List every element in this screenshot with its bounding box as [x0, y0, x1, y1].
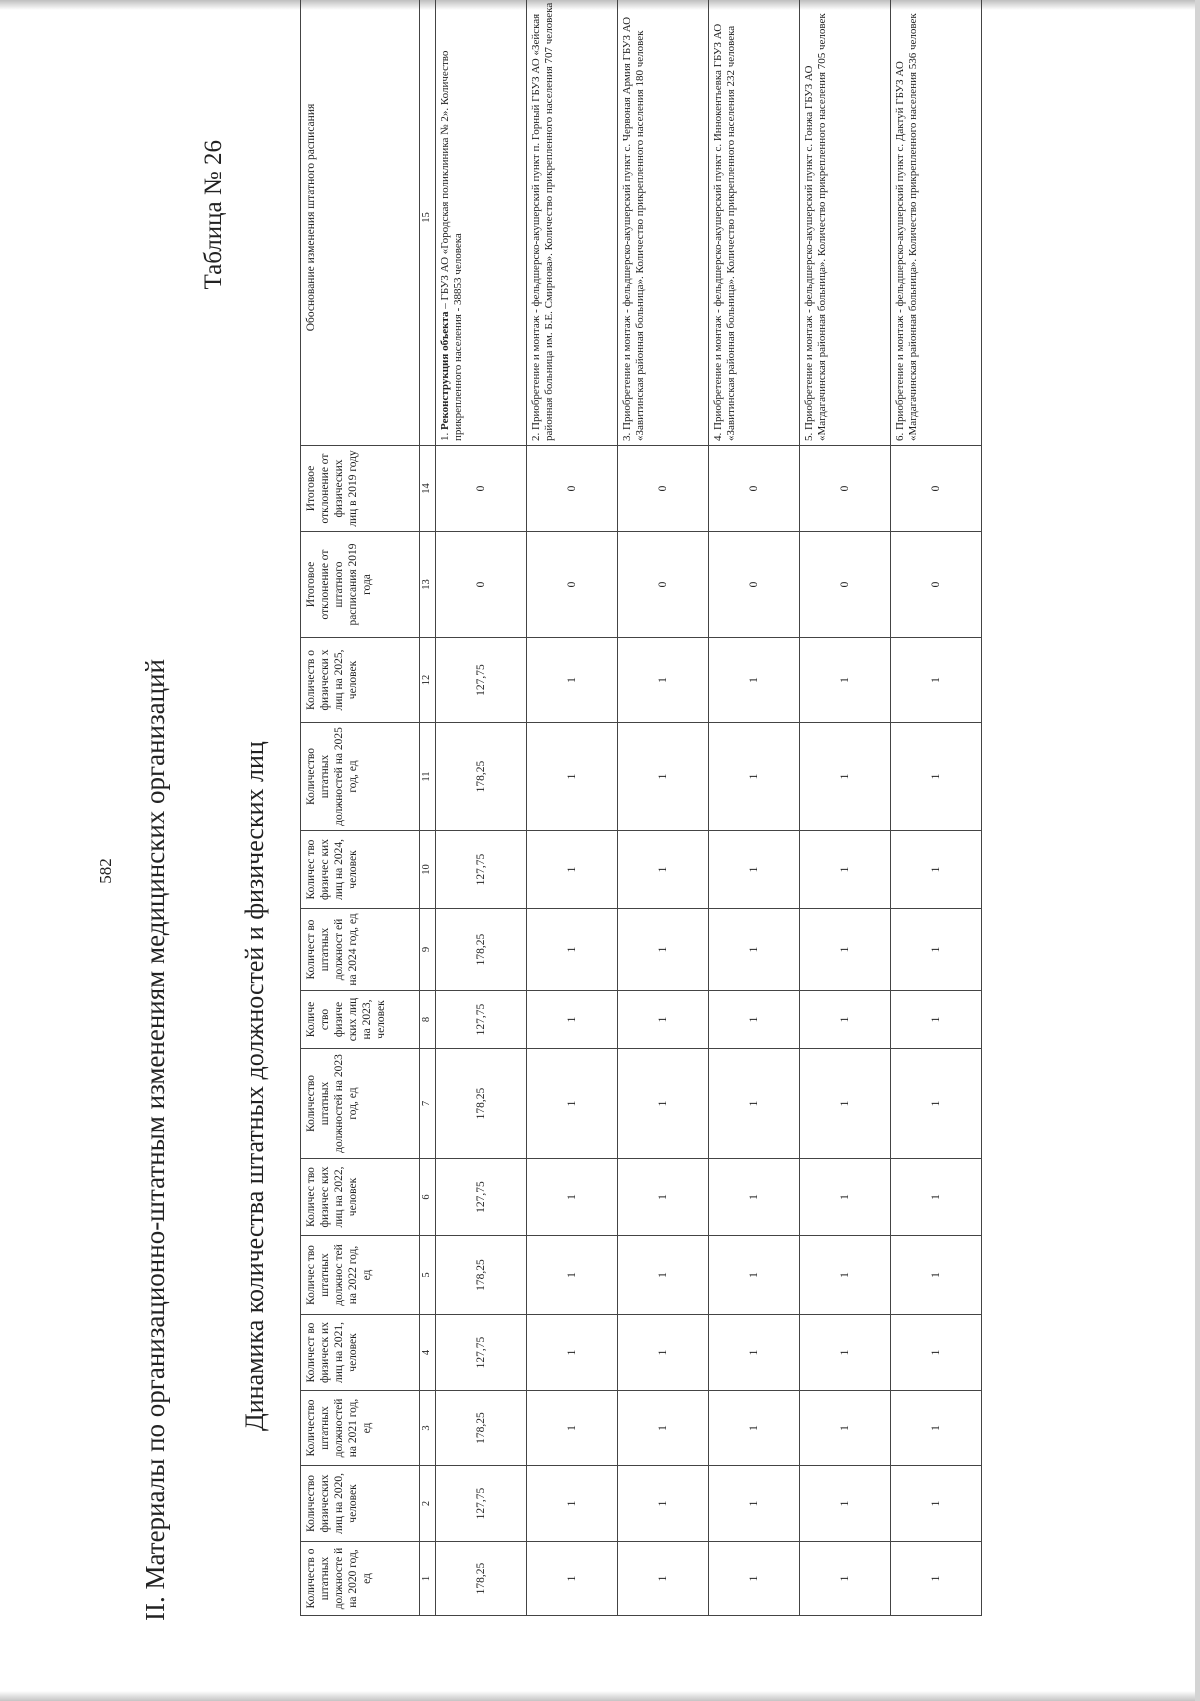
table-cell: 1 [708, 1049, 799, 1159]
column-number: 9 [420, 909, 436, 991]
table-cell: 1 [708, 1391, 799, 1466]
header-cell: Итоговое отклонение от штатного расписания 2019 года [301, 532, 420, 638]
column-number: 13 [420, 532, 436, 638]
table-cell: 1 [799, 909, 890, 991]
table-cell: 1 [890, 1315, 981, 1391]
table-cell: 1 [890, 638, 981, 723]
table-cell: 1 [526, 1049, 617, 1159]
header-cell: Количест во физическ их лиц на 2021, человек [301, 1315, 420, 1391]
column-number: 8 [420, 991, 436, 1049]
header-cell: Обоснование изменения штатного расписания [301, 0, 420, 446]
table-cell: 178,25 [435, 1236, 526, 1315]
table-cell: 1 [526, 1159, 617, 1236]
column-number: 3 [420, 1391, 436, 1466]
table-cell: 0 [799, 446, 890, 532]
section-heading: II. Материалы по организационно-штатным изменениям медицинских организаций [140, 658, 170, 1621]
table-cell: 0 [708, 446, 799, 532]
table-row [890, 0, 981, 1616]
table-cell: 1 [708, 638, 799, 723]
table-cell: 1 [526, 1542, 617, 1616]
column-number: 14 [420, 446, 436, 532]
table-title: Динамика количества штатных должностей и физических лиц [240, 741, 269, 1431]
table-cell: 0 [617, 532, 708, 638]
table-cell: 1 [799, 1236, 890, 1315]
table-cell: 1 [890, 1391, 981, 1466]
header-cell: Количество штатных должностей на 2025 год, ед [301, 723, 420, 831]
table-cell: 1 [617, 1542, 708, 1616]
table-cell: 1 [799, 1466, 890, 1542]
table-cell: 1 [890, 991, 981, 1049]
table-cell: 127,75 [435, 1466, 526, 1542]
basis-cell [890, 0, 981, 446]
table-cell: 0 [526, 446, 617, 532]
table-cell: 127,75 [435, 831, 526, 909]
basis-cell [435, 0, 526, 446]
table-row [799, 0, 890, 1616]
table-cell: 1 [526, 1236, 617, 1315]
header-cell: Количес тво физичес ких лиц на 2022, человек [301, 1159, 420, 1236]
table-cell: 178,25 [435, 909, 526, 991]
basis-rest-text: 4. Приобретение и монтаж - фельдшерско-акушерский пункт с. Иннокентьевка ГБУЗ АО «Завитинская районная больница». Количество прикрепленного населения 232 человека [711, 23, 738, 441]
table-cell: 1 [799, 723, 890, 831]
table-cell: 1 [617, 1159, 708, 1236]
table-cell: 1 [708, 1315, 799, 1391]
basis-prefix-text: 1. [438, 430, 451, 441]
column-number-row [420, 0, 436, 1616]
column-number: 5 [420, 1236, 436, 1315]
table-cell: 1 [526, 831, 617, 909]
table-cell: 1 [890, 1236, 981, 1315]
table-cell: 1 [799, 1049, 890, 1159]
table-cell: 127,75 [435, 1159, 526, 1236]
column-number: 11 [420, 723, 436, 831]
table-cell: 1 [617, 991, 708, 1049]
table-cell: 1 [799, 991, 890, 1049]
table-cell: 1 [708, 1466, 799, 1542]
header-cell: Количество штатных должностей на 2023 год, ед [301, 1049, 420, 1159]
column-number: 7 [420, 1049, 436, 1159]
table-cell: 1 [708, 909, 799, 991]
header-cell: Количе ство физиче ских лиц на 2023, человек [301, 991, 420, 1049]
column-number: 10 [420, 831, 436, 909]
table-row [617, 0, 708, 1616]
table-cell: 1 [799, 1391, 890, 1466]
basis-rest-text: – ГБУЗ АО «Городская поликлиника № 2». Количество прикрепленного населения - 38853 человека [438, 50, 465, 441]
basis-rest-text: 6. Приобретение и монтаж - фельдшерско-акушерский пункт с. Дактуй ГБУЗ АО «Магдагачинская районная больница». Количество прикрепленного населения 536 человек [893, 13, 920, 441]
table-cell: 1 [708, 1159, 799, 1236]
basis-cell [799, 0, 890, 446]
table-cell: 1 [890, 909, 981, 991]
table-cell: 1 [708, 723, 799, 831]
basis-cell [526, 0, 617, 446]
page-number: 582 [96, 858, 115, 884]
table-cell: 1 [617, 1049, 708, 1159]
column-number: 2 [420, 1466, 436, 1542]
table-cell: 1 [526, 1466, 617, 1542]
table-cell: 1 [617, 1315, 708, 1391]
table-row [526, 0, 617, 1616]
table-cell: 1 [890, 723, 981, 831]
column-number: 15 [420, 0, 436, 446]
table-cell: 1 [617, 831, 708, 909]
column-number: 4 [420, 1315, 436, 1391]
table-cell: 0 [708, 532, 799, 638]
table-cell: 1 [890, 1466, 981, 1542]
table-cell: 0 [435, 446, 526, 532]
staffing-table [300, 0, 982, 1616]
basis-cell [617, 0, 708, 446]
header-cell: Количес тво штатных должнос тей на 2022 год, ед [301, 1236, 420, 1315]
table-cell: 1 [708, 1236, 799, 1315]
table-cell: 127,75 [435, 638, 526, 723]
table-cell: 0 [435, 532, 526, 638]
table-cell: 178,25 [435, 1049, 526, 1159]
table-cell: 0 [617, 446, 708, 532]
basis-bold-text: Реконструкция объекта [438, 311, 451, 430]
table-cell: 1 [799, 638, 890, 723]
table-cell: 1 [617, 1391, 708, 1466]
header-row [301, 0, 420, 1616]
table-cell: 178,25 [435, 723, 526, 831]
header-cell: Количеств о физически х лиц на 2025, человек [301, 638, 420, 723]
table-cell: 1 [617, 638, 708, 723]
table-cell: 1 [617, 1236, 708, 1315]
table-cell: 1 [890, 1049, 981, 1159]
header-cell: Количеств о штатных должносте й на 2020 год, ед [301, 1542, 420, 1616]
table-cell: 1 [526, 909, 617, 991]
table-cell: 127,75 [435, 991, 526, 1049]
basis-rest-text: 3. Приобретение и монтаж - фельдшерско-акушерский пункт с. Червоная Армия ГБУЗ АО «Завитинская районная больница». Количество прикрепленного населения 180 человек [620, 16, 647, 441]
table-cell: 1 [799, 831, 890, 909]
column-number: 12 [420, 638, 436, 723]
table-cell: 1 [799, 1159, 890, 1236]
table-cell: 1 [526, 723, 617, 831]
table-cell: 1 [708, 831, 799, 909]
table-cell: 1 [708, 991, 799, 1049]
column-number: 1 [420, 1542, 436, 1616]
table-cell: 1 [890, 1542, 981, 1616]
table-cell: 0 [890, 446, 981, 532]
table-cell: 178,25 [435, 1542, 526, 1616]
table-cell: 1 [890, 1159, 981, 1236]
header-cell: Количест во штатных должност ей на 2024 год, ед [301, 909, 420, 991]
table-cell: 1 [617, 723, 708, 831]
table-cell: 0 [526, 532, 617, 638]
header-cell: Количество физических лиц на 2020, человек [301, 1466, 420, 1542]
table-cell: 1 [526, 1315, 617, 1391]
table-cell: 0 [799, 532, 890, 638]
basis-rest-text: 2. Приобретение и монтаж - фельдшерско-акушерский пункт п. Горный ГБУЗ АО «Зейская районная больница им. Б.Е. Смирнова». Количество прикрепленного населения 707 человека [529, 2, 556, 441]
table-cell: 1 [617, 909, 708, 991]
table-cell: 1 [526, 638, 617, 723]
table-cell: 178,25 [435, 1391, 526, 1466]
header-cell: Итоговое отклонение от физических лиц в 2019 году [301, 446, 420, 532]
table-number: Таблица № 26 [200, 140, 227, 290]
basis-cell [708, 0, 799, 446]
table-cell: 1 [708, 1542, 799, 1616]
table-cell: 127,75 [435, 1315, 526, 1391]
table-row [708, 0, 799, 1616]
header-cell: Количество штатных должностей на 2021 год, ед [301, 1391, 420, 1466]
column-number: 6 [420, 1159, 436, 1236]
basis-rest-text: 5. Приобретение и монтаж - фельдшерско-акушерский пункт с. Гонжа ГБУЗ АО «Магдагачинская районная больница». Количество прикрепленного населения 705 человек [802, 13, 829, 441]
table-cell: 1 [617, 1466, 708, 1542]
table-cell: 1 [890, 831, 981, 909]
table-cell: 1 [526, 1391, 617, 1466]
table-cell: 1 [799, 1315, 890, 1391]
table-cell: 1 [526, 991, 617, 1049]
table-cell: 0 [890, 532, 981, 638]
table-row [435, 0, 526, 1616]
table-cell: 1 [799, 1542, 890, 1616]
header-cell: Количес тво физичес ких лиц на 2024, человек [301, 831, 420, 909]
